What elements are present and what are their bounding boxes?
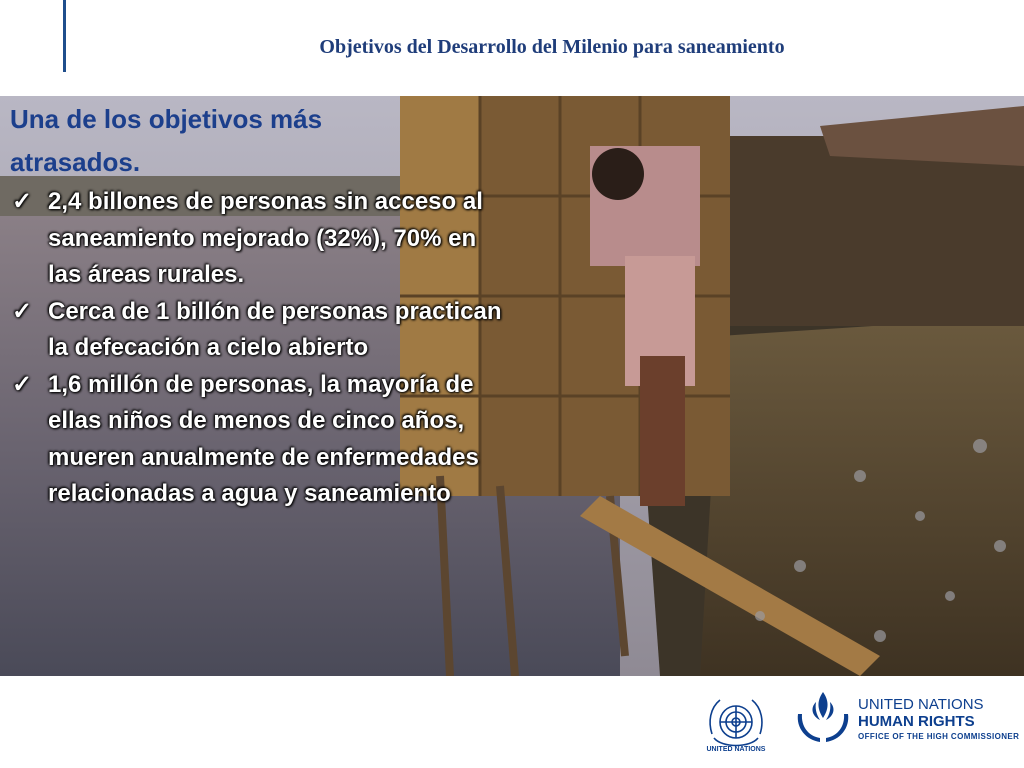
un-emblem-icon [704, 694, 768, 754]
ohchr-wordmark [858, 697, 1019, 743]
bullet-text: 1,6 millón de personas, la mayoría de ellas niños de menos de cinco años, mueren anualmente de enfermedades relacionadas a agua y saneamiento [48, 370, 479, 507]
slide-title: Objetivos del Desarrollo del Milenio para saneamiento [319, 36, 785, 58]
heading-line-2: atrasados. [10, 147, 141, 177]
bullet-item [10, 294, 510, 367]
bullet-text: 2,4 billones de personas sin acceso al saneamiento mejorado (32%), 70% en las áreas rurales. [48, 188, 483, 288]
ohchr-line-1: UNITED NATIONS [858, 696, 984, 713]
un-label: UNITED NATIONS [706, 746, 766, 753]
check-icon: ✓ [12, 370, 33, 398]
bullet-item [10, 367, 510, 513]
heading-line-1: Una de los objetivos más [10, 104, 323, 134]
ohchr-emblem-icon [792, 688, 854, 750]
slide-content [10, 98, 510, 513]
ohchr-line-2: HUMAN RIGHTS [858, 713, 975, 730]
bullet-text: Cerca de 1 billón de personas practican la defecación a cielo abierto [48, 297, 502, 361]
bullet-list [10, 184, 510, 513]
check-icon: ✓ [12, 297, 33, 325]
check-icon: ✓ [12, 188, 33, 215]
ohchr-line-3: OFFICE OF THE HIGH COMMISSIONER [858, 732, 1020, 741]
bullet-item [10, 184, 510, 294]
